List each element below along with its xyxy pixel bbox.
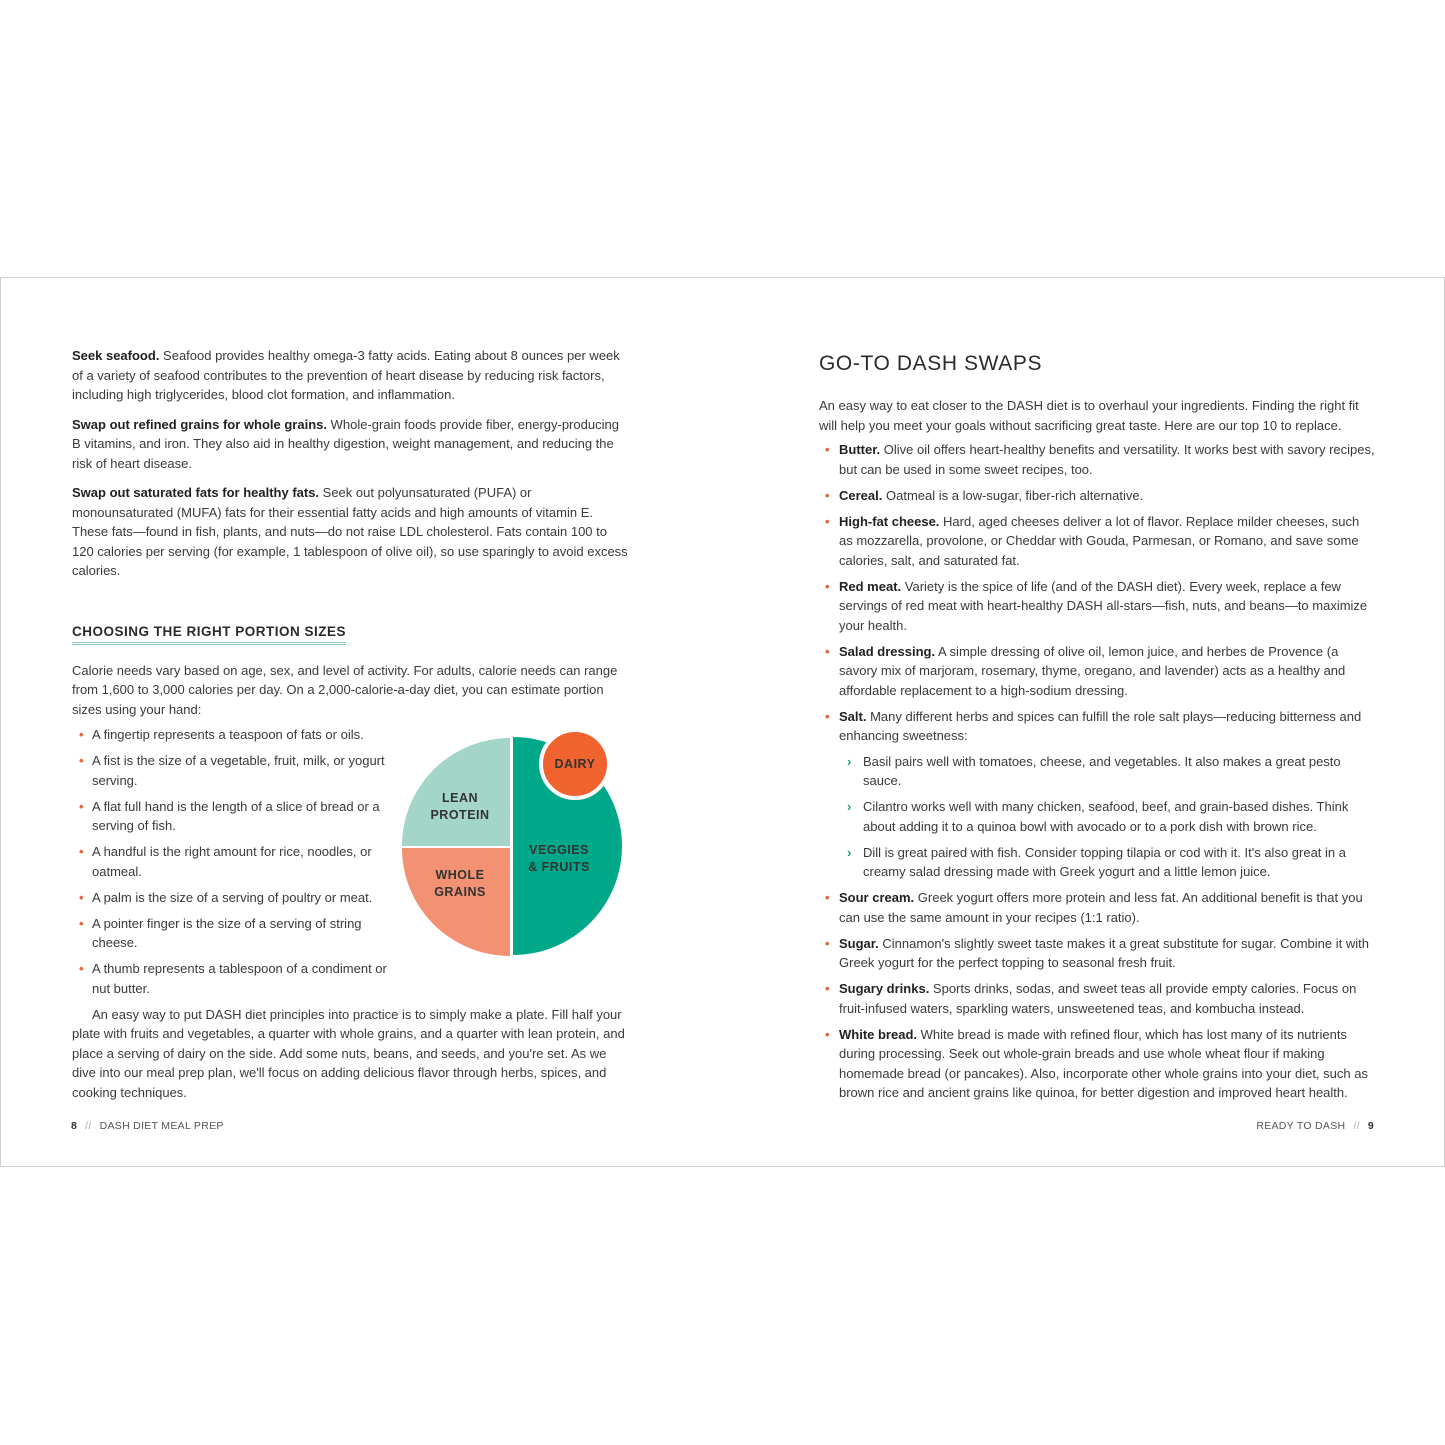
plate-label-protein: PROTEIN xyxy=(430,808,490,822)
list-item: • A thumb represents a tablespoon of a condiment or nut butter. xyxy=(79,961,387,996)
herb-sublist xyxy=(839,752,1375,882)
paragraph-lead: Seek seafood. xyxy=(72,348,160,363)
bullet-icon: • xyxy=(825,981,830,996)
sublist-item: › Cilantro works well with many chicken, seafood, beef, and grain-based dishes. Think about adding it to a quinoa bowl with avocado or to a pork dish with brown rice. xyxy=(847,799,1349,834)
list-item: • Salt. Many different herbs and spices can fulfill the role salt plays—reducing bitterness and enhancing sweetness: › Basil pairs well with tomatoes, cheese, and vegetables. It also makes a great pesto sauce. › Cilantro works well with many chicken, seafood, beef, and grain-based dishes. Think about adding it to a quinoa bowl with avocado or to a pork dish with brown rice. › Dill is great paired with fish. Consider topping tilapia or cod with it. It's also great in a creamy salad dressing made with Greek yogurt and a little lemon juice. xyxy=(819,707,1375,882)
list-item: • A fingertip represents a teaspoon of fats or oils. xyxy=(72,725,392,745)
bullet-icon: • xyxy=(825,935,830,951)
portion-intro: Calorie needs vary based on age, sex, and level of activity. For adults, calorie needs can range from 1,600 to 3,000 calories per day. On a 2,000-calorie-a-day diet, you can estimate portion sizes using your hand: xyxy=(72,662,618,717)
plate-label-dairy: DAIRY xyxy=(554,757,596,771)
page-number: 9 xyxy=(1367,1120,1374,1132)
page-number: 8 xyxy=(71,1120,78,1132)
bullet-icon: • xyxy=(825,442,830,457)
left-page xyxy=(72,346,628,1102)
list-item: • A palm is the size of a serving of poultry or meat. xyxy=(72,888,392,908)
bullet-icon: • xyxy=(79,798,84,814)
running-title: READY TO DASH xyxy=(1256,1120,1346,1132)
bullet-icon: • xyxy=(79,727,84,742)
plate-label-fruits: & FRUITS xyxy=(528,860,590,874)
book-spread xyxy=(0,277,1445,1167)
paragraph-grains xyxy=(72,415,628,474)
bullet-icon: • xyxy=(825,513,830,529)
whole-grains-segment xyxy=(402,848,510,956)
plate-label-grains: GRAINS xyxy=(434,885,486,899)
sublist-item: › Dill is great paired with fish. Consider topping tilapia or cod with it. It's also great in a creamy salad dressing made with Greek yogurt and a little lemon juice. xyxy=(847,844,1346,879)
swaps-intro: An easy way to eat closer to the DASH diet is to overhaul your ingredients. Finding the right fit will help you meet your goals without sacrificing great taste. Here are our top 10 to replace. xyxy=(819,398,1359,433)
list-item: • A handful is the right amount for rice, noodles, or oatmeal. xyxy=(79,844,372,879)
paragraph-fats xyxy=(72,483,628,581)
bullet-icon: • xyxy=(79,844,84,859)
list-item: • High-fat cheese. Hard, aged cheeses deliver a lot of flavor. Replace milder cheeses, such as mozzarella, provolone, or Cheddar with Gouda, Parmesan, or Romano, and save some calories, salt, and saturated fat. xyxy=(825,513,1360,568)
portion-list xyxy=(72,725,392,998)
list-item: • Sugar. Cinnamon's slightly sweet taste makes it a great substitute for sugar. Combine it with Greek yogurt for the perfect topping to seasonal fresh fruit. xyxy=(825,935,1369,970)
bullet-icon: • xyxy=(79,915,84,931)
plate-label-lean: LEAN xyxy=(441,791,479,805)
bullet-icon: • xyxy=(825,578,830,594)
plate-label-whole: WHOLE xyxy=(435,868,485,882)
list-item: • Butter. Olive oil offers heart-healthy benefits and versatility. It works best with savory recipes, but can be used in some sweet recipes, too. xyxy=(825,442,1375,477)
chevron-right-icon: › xyxy=(847,753,852,769)
bullet-icon: • xyxy=(825,708,830,724)
bullet-icon: • xyxy=(79,961,84,976)
bullet-icon: • xyxy=(825,643,830,659)
footer-left: 8 // DASH DIET MEAL PREP xyxy=(71,1120,224,1132)
bullet-icon: • xyxy=(79,753,84,768)
list-item: • A pointer finger is the size of a serving of string cheese. xyxy=(79,915,362,950)
list-item: • Red meat. Variety is the spice of life (and of the DASH diet). Every week, replace a few servings of red meat with heart-healthy DASH all-stars—fish, nuts, and beans—to maximize your health. xyxy=(825,578,1368,633)
section-title: CHOOSING THE RIGHT PORTION SIZES xyxy=(72,624,346,645)
list-item: • White bread. White bread is made with refined flour, which has lost many of its nutrients during processing. Seek out whole-grain breads and use whole wheat flour if making homemade bread (or pancakes). Also, incorporate other whole grains into your diet, such as brown rice and ancient grains like quinoa, for better digestion and improved heart health. xyxy=(825,1026,1368,1100)
list-item: • A flat full hand is the length of a slice of bread or a serving of fish. xyxy=(79,798,380,833)
paragraph-lead: Swap out saturated fats for healthy fats. xyxy=(72,485,320,500)
closing-paragraph: An easy way to put DASH diet principles into practice is to simply make a plate. Fill half your plate with fruits and vegetables, a quarter with whole grains, and a quarter with lean protein, and place a serving of dairy on the side. Add some nuts, beans, and seeds, and you're set. As we dive into our meal prep plan, we'll focus on adding delicious flavor through herbs, spices, and cooking techniques. xyxy=(72,1006,625,1100)
chevron-right-icon: › xyxy=(847,844,852,860)
paragraph-text: Whole-grain foods provide fiber, energy-producing B vitamins, and iron. They also aid in healthy digestion, weight management, and reducing the risk of heart disease. xyxy=(72,416,619,471)
paragraph-text: Seafood provides healthy omega-3 fatty acids. Eating about 8 ounces per week of a variety of seafood contributes to the prevention of heart disease by reducing risk factors, including high triglycerides, blood clot formation, and inflammation. xyxy=(72,348,620,402)
sublist-item: › Basil pairs well with tomatoes, cheese, and vegetables. It also makes a great pesto sauce. xyxy=(847,753,1341,788)
page-title: GO-TO DASH SWAPS xyxy=(819,352,1043,375)
list-item: • A fist is the size of a vegetable, fruit, milk, or yogurt serving. xyxy=(79,753,385,788)
paragraph-seafood xyxy=(72,346,628,405)
chevron-right-icon: › xyxy=(847,799,852,814)
list-item: • Sugary drinks. Sports drinks, sodas, and sweet teas all provide empty calories. Focus on fruit-infused waters, sparkling waters, unsweetened teas, and kombucha instead. xyxy=(825,981,1357,1016)
right-page xyxy=(819,352,1375,1109)
running-title: DASH DIET MEAL PREP xyxy=(99,1120,224,1132)
plate-label-veggies: VEGGIES xyxy=(529,843,589,857)
bullet-icon: • xyxy=(825,890,830,905)
paragraph-lead: Swap out refined grains for whole grains. xyxy=(72,416,327,432)
bullet-icon: • xyxy=(825,487,830,503)
list-item: • Sour cream. Greek yogurt offers more protein and less fat. An additional benefit is that you can use the same amount in your recipes (1:1 ratio). xyxy=(825,890,1363,925)
bullet-icon: • xyxy=(79,889,84,905)
paragraph-text: Seek out polyunsaturated (PUFA) or monounsaturated (MUFA) fats for their essential fatty acids and high amounts of vitamin E. These fats—found in fish, plants, and nuts—do not raise LDL cholesterol. Fats contain 100 to 120 calories per serving (for example, 1 tablespoon of olive oil), so use sparingly to avoid excess calories. xyxy=(72,485,628,578)
footer-right: READY TO DASH // 9 xyxy=(1256,1120,1374,1132)
list-item: • Cereal. Oatmeal is a low-sugar, fiber-rich alternative. xyxy=(819,486,1375,506)
list-item: • Salad dressing. A simple dressing of olive oil, lemon juice, and herbes de Provence (a savory mix of marjoram, rosemary, thyme, oregano, and lavender) acts as a healthy and affordable replacement to a high-sodium dressing. xyxy=(825,643,1346,698)
swap-list xyxy=(819,440,1375,1103)
bullet-icon: • xyxy=(825,1026,830,1042)
plate-diagram xyxy=(402,726,627,956)
